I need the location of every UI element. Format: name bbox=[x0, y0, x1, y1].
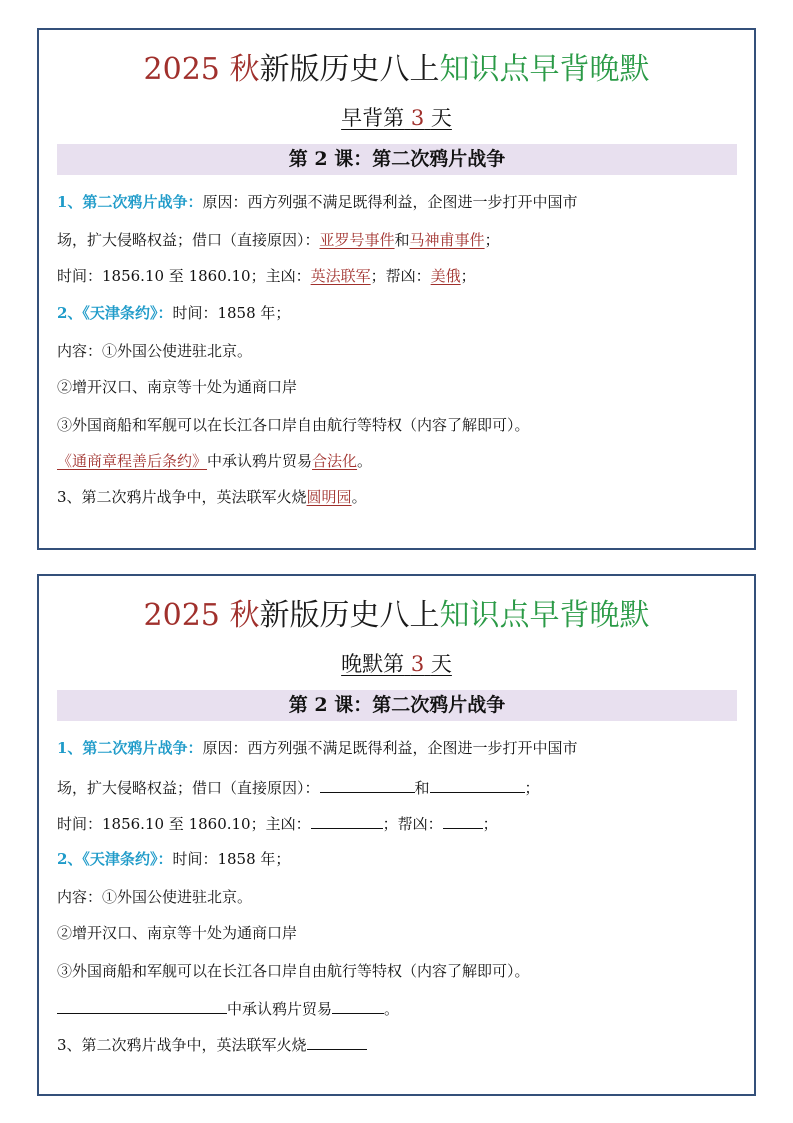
fill-blank[interactable] bbox=[57, 997, 227, 1014]
fill-blank[interactable] bbox=[430, 776, 525, 793]
day-prefix: 晚默第 bbox=[341, 652, 405, 676]
paragraph-6: ②增开汉口、南京等十处为通商口岸 bbox=[57, 378, 298, 396]
day-heading bbox=[39, 648, 754, 678]
answer-text: 美俄 bbox=[430, 267, 461, 285]
paragraph-2: 场，扩大侵略权益；借口（直接原因）：亚罗号事件和马神甫事件； bbox=[57, 231, 500, 249]
answer-text: 亚罗号事件 bbox=[319, 231, 395, 249]
card-title bbox=[39, 590, 754, 634]
fill-blank[interactable] bbox=[443, 812, 483, 829]
paragraph-6: ②增开汉口、南京等十处为通商口岸 bbox=[57, 924, 298, 942]
paragraph-9: 3、第二次鸦片战争中，英法联军火烧圆明园。 bbox=[57, 488, 367, 506]
answer-text: 合法化 bbox=[312, 452, 358, 470]
fill-blank[interactable] bbox=[332, 997, 384, 1014]
day-suffix: 天 bbox=[430, 652, 452, 676]
title-year: 2025 bbox=[143, 598, 220, 633]
title-autumn: 秋 bbox=[229, 598, 260, 633]
day-prefix: 早背第 bbox=[341, 106, 405, 130]
day-number: 3 bbox=[410, 652, 425, 676]
paragraph-4: 2、《天津条约》：时间：1858 年； bbox=[57, 304, 291, 322]
morning-card bbox=[37, 28, 756, 550]
paragraph-3: 时间：1856.10 至 1860.10；主凶： ；帮凶： ； bbox=[57, 812, 737, 834]
evening-card bbox=[37, 574, 756, 1096]
item-label: 1、第二次鸦片战争： bbox=[57, 739, 203, 757]
title-autumn: 秋 bbox=[229, 52, 260, 87]
lesson-heading: 第 2 课：第二次鸦片战争 bbox=[57, 690, 737, 721]
paragraph-2: 场，扩大侵略权益；借口（直接原因）： 和 ； bbox=[57, 776, 737, 798]
paragraph-7: ③外国商船和军舰可以在长江各口岸自由航行等特权（内容了解即可）。 bbox=[57, 962, 530, 980]
paragraph-3: 时间：1856.10 至 1860.10；主凶：英法联军；帮凶：美俄； bbox=[57, 267, 476, 285]
fill-blank[interactable] bbox=[320, 776, 415, 793]
title-mid: 新版历史八上 bbox=[259, 52, 440, 87]
day-number: 3 bbox=[410, 106, 425, 130]
lesson-heading: 第 2 课：第二次鸦片战争 bbox=[57, 144, 737, 175]
paragraph-8: 中承认鸦片贸易 。 bbox=[57, 997, 737, 1019]
answer-text: 《通商章程善后条约》 bbox=[57, 452, 208, 470]
paragraph-4: 2、《天津条约》：时间：1858 年； bbox=[57, 850, 291, 868]
fill-blank[interactable] bbox=[307, 1033, 367, 1050]
title-mid: 新版历史八上 bbox=[259, 598, 440, 633]
card-title bbox=[39, 44, 754, 88]
answer-text: 圆明园 bbox=[306, 488, 352, 506]
paragraph-1: 1、第二次鸦片战争：原因：西方列强不满足既得利益，企图进一步打开中国市 bbox=[57, 739, 578, 757]
day-suffix: 天 bbox=[430, 106, 452, 130]
fill-blank[interactable] bbox=[311, 812, 383, 829]
title-green: 知识点早背晚默 bbox=[439, 52, 650, 87]
answer-text: 英法联军 bbox=[310, 267, 371, 285]
item-label: 2、《天津条约》： bbox=[57, 304, 173, 322]
item-label: 1、第二次鸦片战争： bbox=[57, 193, 203, 211]
answer-text: 马神甫事件 bbox=[409, 231, 485, 249]
title-year: 2025 bbox=[143, 52, 220, 87]
paragraph-7: ③外国商船和军舰可以在长江各口岸自由航行等特权（内容了解即可）。 bbox=[57, 416, 530, 434]
paragraph-8: 《通商章程善后条约》中承认鸦片贸易合法化。 bbox=[57, 452, 373, 470]
item-label: 2、《天津条约》： bbox=[57, 850, 173, 868]
paragraph-9: 3、第二次鸦片战争中，英法联军火烧 bbox=[57, 1033, 737, 1055]
day-heading bbox=[39, 102, 754, 132]
paragraph-1: 1、第二次鸦片战争：原因：西方列强不满足既得利益，企图进一步打开中国市 bbox=[57, 193, 578, 211]
paragraph-5: 内容：①外国公使进驻北京。 bbox=[57, 888, 253, 906]
title-green: 知识点早背晚默 bbox=[439, 598, 650, 633]
paragraph-5: 内容：①外国公使进驻北京。 bbox=[57, 342, 253, 360]
